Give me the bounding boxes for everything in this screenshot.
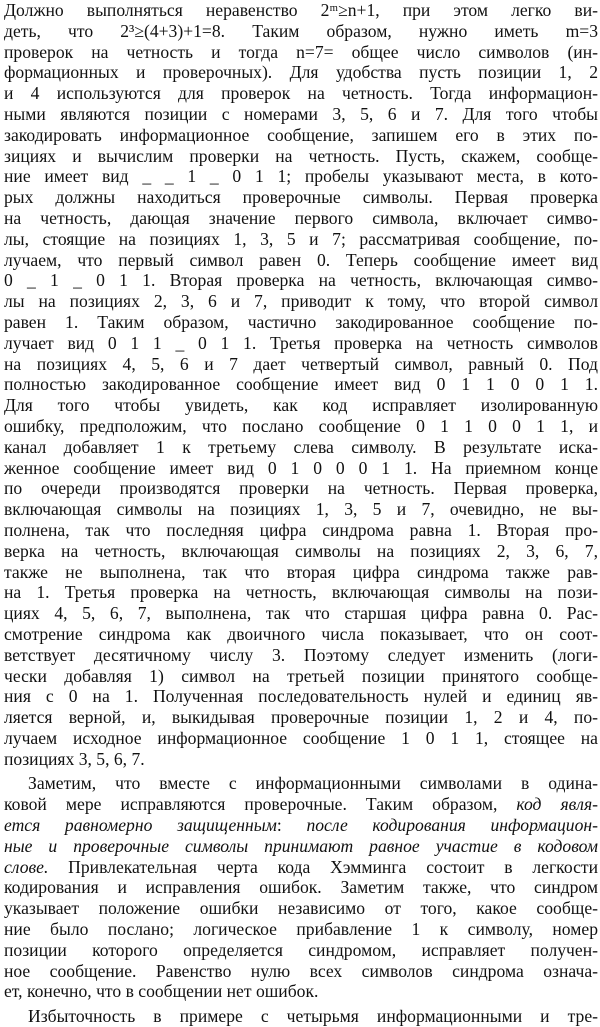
- text-line: [4, 815, 598, 836]
- italic-text-run: после кодирования информацион-: [306, 815, 598, 836]
- text-line: равен 1. Таким образом, частично закодированное сообщение по-: [4, 311, 598, 332]
- italic-text-run: ется равномерно защищенным: [4, 815, 277, 836]
- text-line: формационных и проверочных). Для удобства пусть позиции 1, 2: [4, 62, 598, 83]
- text-line: [4, 857, 598, 878]
- text-line: зициях и вычислим проверки на четность. Пусть, скажем, сообще-: [4, 145, 598, 166]
- text-line: ния с 0 на 1. Полученная последовательность нулей и единиц яв-: [4, 686, 598, 707]
- text-line: указывает положение ошибки независимо от того, какое сообще-: [4, 898, 598, 919]
- text-line: ошибку, предположим, что послано сообщение 0 1 1 0 0 1 1, и: [4, 415, 598, 436]
- text-line: ние было послано; логическое прибавление 1 к символу, номер: [4, 919, 598, 940]
- text-line: 0 _ 1 _ 0 1 1. Вторая проверка на четность, включающая симво-: [4, 270, 598, 291]
- text-line: проверок на четность и тогда n=7= общее число символов (ин-: [4, 41, 598, 62]
- paragraph-1: [4, 0, 598, 769]
- text-line: верка на четность, включающая символы на позициях 2, 3, 6, 7,: [4, 540, 598, 561]
- text-line: [4, 794, 598, 815]
- paragraph-3: [4, 1006, 598, 1027]
- text-line: лы на позициях 2, 3, 6 и 7, приводит к тому, что второй символ: [4, 291, 598, 312]
- text-line: также не выполнена, так что вторая цифра синдрома также рав-: [4, 561, 598, 582]
- text-line: циях 4, 5, 6, 7, выполнена, так что старшая цифра равна 0. Рас-: [4, 603, 598, 624]
- text-line: деть, что 2³≥(4+3)+1=8. Таким образом, нужно иметь m=3: [4, 20, 598, 41]
- text-line: лучаем, что первый символ равен 0. Теперь сообщение имеет вид: [4, 249, 598, 270]
- text-line: лучаем исходное информационное сообщение 1 0 1 1, стоящее на: [4, 727, 598, 748]
- text-line: и 4 используются для проверок на четность. Тогда информацион-: [4, 83, 598, 104]
- text-line: кодирования и исправления ошибок. Заметим также, что синдром: [4, 877, 598, 898]
- text-line: ние имеет вид _ _ 1 _ 0 1 1; пробелы указывают места, в кото-: [4, 166, 598, 187]
- text-line: ляется верной, и, выкидывая проверочные позиции 1, 2 и 4, по-: [4, 707, 598, 728]
- text-line: канал добавляет 1 к третьему слева символу. В результате иска-: [4, 436, 598, 457]
- text-line: смотрение синдрома как двоичного числа показывает, что он соот-: [4, 623, 598, 644]
- text-line: позициях 3, 5, 6, 7.: [4, 748, 145, 769]
- paragraph-2: [4, 773, 598, 1002]
- text-line: ные и проверочные символы принимают равное участие в кодовом: [4, 835, 598, 856]
- text-line: полнена, так что последняя цифра синдрома равна 1. Вторая про-: [4, 519, 598, 540]
- text-line: закодировать информационное сообщение, запишем его в этих по-: [4, 124, 598, 145]
- text-line: на четность, дающая значение первого символа, включает симво-: [4, 207, 598, 228]
- text-line: на позициях 4, 5, 6 и 7 дает четвертый символ, равный 0. Под: [4, 353, 598, 374]
- text-line: лучает вид 0 1 1 _ 0 1 1. Третья проверка на четность символов: [4, 332, 598, 353]
- text-line: Заметим, что вместе с информационными символами в одина-: [28, 773, 598, 794]
- text-line: Для того чтобы увидеть, как код исправляет изолированную: [4, 395, 598, 416]
- text-line: Избыточность в примере с четырьмя информационными и тре-: [28, 1006, 598, 1027]
- text-run: Привлекательная черта кода Хэмминга состоит в легкости: [48, 856, 598, 877]
- text-line: лы, стоящие на позициях 1, 3, 5 и 7; рассматривая сообщение, по-: [4, 228, 598, 249]
- text-line: чески добавляя 1) символ на третьей позиции принятого сообще-: [4, 665, 598, 686]
- italic-text-run: код явля-: [516, 794, 598, 815]
- text-run: :: [276, 815, 307, 836]
- text-line: Должно выполняться неравенство 2ᵐ≥n+1, при этом легко ви-: [4, 0, 598, 20]
- text-line: позиции которого определяется синдромом, исправляет получен-: [4, 939, 598, 960]
- text-line: рых должны находиться проверочные символы. Первая проверка: [4, 187, 598, 208]
- text-line: ет, конечно, что в сообщении нет ошибок.: [4, 981, 319, 1002]
- text-line: ветствует десятичному числу 3. Поэтому следует изменить (логи-: [4, 644, 598, 665]
- italic-text-run: слове.: [4, 856, 49, 877]
- text-line: ными являются позиции с номерами 3, 5, 6 и 7. Для того чтобы: [4, 103, 598, 124]
- text-line: женное сообщение имеет вид 0 1 0 0 0 1 1. На приемном конце: [4, 457, 598, 478]
- text-line: полностью закодированное сообщение имеет вид 0 1 1 0 0 1 1.: [4, 374, 598, 395]
- text-line: на 1. Третья проверка на четность, включающая символы на пози-: [4, 582, 598, 603]
- text-line: ное сообщение. Равенство нулю всех символов синдрома означа-: [4, 960, 598, 981]
- text-line: включающая символы на позициях 1, 3, 5 и 7, очевидно, не вы-: [4, 499, 598, 520]
- text-line: по очереди производятся проверки на четность. Первая проверка,: [4, 478, 598, 499]
- text-run: ковой мере исправляются проверочные. Таким образом,: [4, 794, 517, 815]
